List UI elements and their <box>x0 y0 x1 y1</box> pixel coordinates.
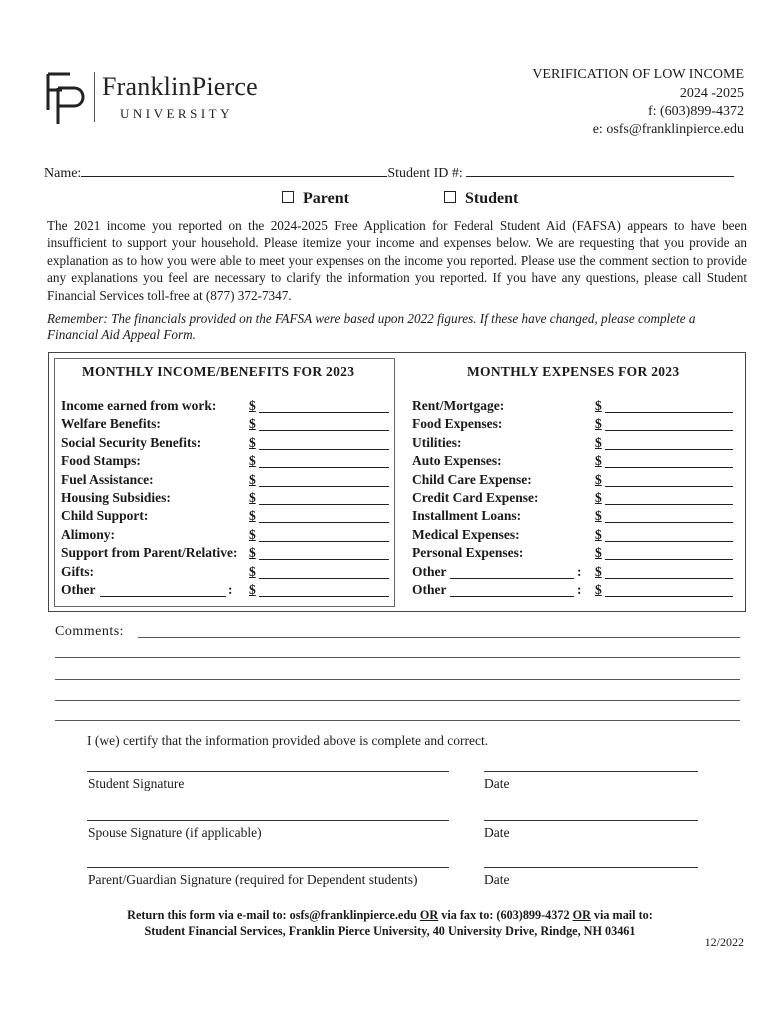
university-name: FranklinPierce <box>102 72 258 101</box>
expense-other-colon: : <box>577 563 582 579</box>
income-currency-symbol: $ <box>249 508 256 524</box>
expense-currency-symbol: $ <box>595 490 602 505</box>
expense-amount-line[interactable] <box>605 449 733 450</box>
income-heading: MONTHLY INCOME/BENEFITS FOR 2023 <box>82 364 355 379</box>
intro-paragraph: The 2021 income you reported on the 2024-2025 Free Application for Federal Student Aid (FAFSA) appears to have been insufficient to support your household. Please itemize your income and expenses below. We are requesting that you provide an explanation as to how you were able to meet your expenses on the income you reported. Please use the comment section to provide any explanations you feel are necessary to clarify the information you reported. If you have any questions, please call Student Financial Services toll-free at (877) 372-7347. <box>47 218 747 303</box>
name-label: Name: <box>44 166 82 181</box>
income-currency-symbol: $ <box>249 545 256 561</box>
income-amount-line[interactable] <box>259 541 389 542</box>
parent-checkbox[interactable] <box>282 191 294 203</box>
parent-signature-line[interactable] <box>87 867 449 868</box>
expense-currency-symbol: $ <box>595 398 602 413</box>
comments-label: Comments: <box>55 624 125 639</box>
expense-currency-symbol: $ <box>595 582 602 597</box>
income-currency-symbol: $ <box>249 471 256 487</box>
expense-other-description-line[interactable] <box>450 578 574 579</box>
income-row-label: Other <box>61 582 96 597</box>
return-instructions <box>60 907 720 939</box>
certification-statement: I (we) certify that the information provided above is complete and correct. <box>87 733 489 748</box>
footer-or: OR <box>572 908 591 922</box>
income-amount-line[interactable] <box>259 486 389 487</box>
university-subtitle: UNIVERSITY <box>120 106 233 121</box>
expense-row-label: Child Care Expense: <box>412 471 532 487</box>
parent-date-line[interactable] <box>484 867 698 868</box>
student-label: Student <box>465 190 519 207</box>
income-currency-symbol: $ <box>249 526 256 542</box>
income-row-label: Gifts: <box>61 563 94 579</box>
expense-currency-symbol: $ <box>595 526 602 542</box>
income-amount-line[interactable] <box>259 467 389 468</box>
expense-row-label: Utilities: <box>412 434 462 450</box>
student-signature-line[interactable] <box>87 771 449 772</box>
income-amount-line[interactable] <box>259 430 389 431</box>
expense-amount-line[interactable] <box>605 541 733 542</box>
income-amount-line[interactable] <box>259 449 389 450</box>
expense-amount-line[interactable] <box>605 578 733 579</box>
parent-label: Parent <box>303 190 349 207</box>
expense-row-label: Credit Card Expense: <box>412 490 539 505</box>
expense-currency-symbol: $ <box>595 434 602 450</box>
footer-address: Student Financial Services, Franklin Pierce University, 40 University Drive, Rindge, NH 03461 <box>144 924 636 938</box>
student-signature-label: Student Signature <box>88 776 185 791</box>
student-date-label: Date <box>484 776 510 791</box>
income-amount-line[interactable] <box>259 412 389 413</box>
expense-amount-line[interactable] <box>605 430 733 431</box>
footer-or: OR <box>419 908 439 922</box>
academic-year: 2024 -2025 <box>679 86 744 101</box>
logo-divider <box>94 72 95 122</box>
comments-line[interactable] <box>55 700 740 701</box>
income-row-label: Welfare Benefits: <box>61 416 161 432</box>
income-row-label: Social Security Benefits: <box>61 434 202 450</box>
parent-signature-label: Parent/Guardian Signature (required for Dependent students) <box>88 872 418 887</box>
student-option[interactable] <box>444 190 518 208</box>
student-id-label: Student ID #: <box>387 166 463 181</box>
footer-email-text: Return this form via e-mail to: osfs@franklinpierce.edu <box>127 908 417 922</box>
expense-currency-symbol: $ <box>595 508 602 524</box>
expense-amount-line[interactable] <box>605 467 733 468</box>
income-currency-symbol: $ <box>249 490 256 505</box>
spouse-signature-label: Spouse Signature (if applicable) <box>88 825 262 840</box>
comments-line[interactable] <box>55 679 740 680</box>
expense-row-label: Personal Expenses: <box>412 545 524 561</box>
income-amount-line[interactable] <box>259 578 389 579</box>
expense-row-label: Rent/Mortgage: <box>412 398 505 413</box>
form-title: VERIFICATION OF LOW INCOME <box>532 67 744 82</box>
name-field[interactable] <box>81 164 387 177</box>
expense-row-label: Other <box>412 582 447 597</box>
fax-number: f: (603)899-4372 <box>647 104 744 119</box>
income-currency-symbol: $ <box>249 434 256 450</box>
income-row-label: Income earned from work: <box>61 398 217 413</box>
comments-line[interactable] <box>138 637 740 638</box>
income-amount-line[interactable] <box>259 504 389 505</box>
email-address: e: osfs@franklinpierce.edu <box>592 122 744 137</box>
expense-row-label: Food Expenses: <box>412 416 503 432</box>
comments-line[interactable] <box>55 720 740 721</box>
expense-amount-line[interactable] <box>605 412 733 413</box>
expense-currency-symbol: $ <box>595 563 602 579</box>
income-currency-symbol: $ <box>249 453 256 469</box>
income-row-label: Alimony: <box>61 526 115 542</box>
spouse-signature-line[interactable] <box>87 820 449 821</box>
expense-currency-symbol: $ <box>595 416 602 432</box>
expense-amount-line[interactable] <box>605 522 733 523</box>
income-amount-line[interactable] <box>259 559 389 560</box>
comments-line[interactable] <box>55 657 740 658</box>
expense-amount-line[interactable] <box>605 596 733 597</box>
name-row <box>44 164 734 182</box>
remember-note: Remember: The financials provided on the FAFSA were based upon 2022 figures. If these have changed, please complete a Financial Aid Appeal Form. <box>47 311 696 342</box>
income-other-colon: : <box>228 582 233 597</box>
footer-mail-text: via mail to: <box>593 908 653 922</box>
income-other-description-line[interactable] <box>100 596 226 597</box>
expense-row-label: Medical Expenses: <box>412 526 520 542</box>
income-currency-symbol: $ <box>249 416 256 432</box>
expense-row-label: Other <box>412 563 447 579</box>
income-row-label: Fuel Assistance: <box>61 471 154 487</box>
income-row-label: Child Support: <box>61 508 149 524</box>
expense-other-description-line[interactable] <box>450 596 574 597</box>
expense-row-label: Installment Loans: <box>412 508 522 524</box>
expense-amount-line[interactable] <box>605 559 733 560</box>
income-row-label: Food Stamps: <box>61 453 141 469</box>
income-row-label: Housing Subsidies: <box>61 490 171 505</box>
spouse-date-line[interactable] <box>484 820 698 821</box>
expense-currency-symbol: $ <box>595 471 602 487</box>
income-currency-symbol: $ <box>249 398 256 413</box>
student-checkbox[interactable] <box>444 191 456 203</box>
expense-amount-line[interactable] <box>605 486 733 487</box>
expense-other-colon: : <box>577 582 582 597</box>
income-amount-line[interactable] <box>259 596 389 597</box>
income-currency-symbol: $ <box>249 563 256 579</box>
parent-option[interactable] <box>282 190 349 208</box>
franklin-pierce-logo-mark <box>44 70 90 126</box>
income-amount-line[interactable] <box>259 522 389 523</box>
expense-currency-symbol: $ <box>595 545 602 561</box>
footer-fax-text: via fax to: (603)899-4372 <box>441 908 570 922</box>
income-currency-symbol: $ <box>249 582 256 597</box>
student-id-field[interactable] <box>466 164 734 177</box>
parent-date-label: Date <box>484 872 510 887</box>
revision-date: 12/2022 <box>704 935 744 949</box>
expense-currency-symbol: $ <box>595 453 602 469</box>
expenses-heading: MONTHLY EXPENSES FOR 2023 <box>467 364 680 379</box>
expense-amount-line[interactable] <box>605 504 733 505</box>
income-row-label: Support from Parent/Relative: <box>61 545 238 561</box>
expense-row-label: Auto Expenses: <box>412 453 502 469</box>
student-date-line[interactable] <box>484 771 698 772</box>
spouse-date-label: Date <box>484 825 510 840</box>
